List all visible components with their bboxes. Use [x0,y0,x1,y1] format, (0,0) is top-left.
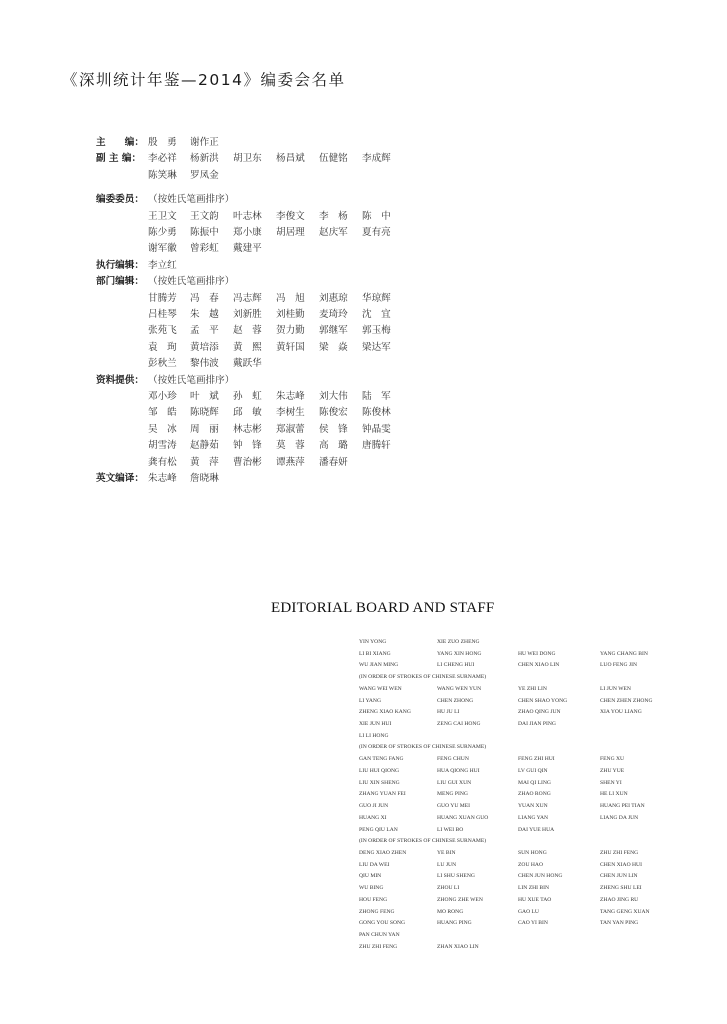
en-member-name: CHEN SHAO YONG [518,697,568,704]
cn-order-note: （按姓氏笔画排序） [148,276,235,288]
cn-member-name: 王文韵 [190,210,219,222]
cn-member-name: 杨昌斌 [276,153,305,165]
en-member-name: YE ZHI LIN [518,685,547,692]
en-member-name: LI WEI BO [437,826,464,833]
en-member-name: LIANG DA JUN [600,814,639,821]
en-member-name: ZOU HAO [518,861,544,868]
en-member-name: HU WEI DONG [518,650,556,657]
en-member-name: ZHU YUE [600,767,625,774]
en-member-name: HE LI XUN [600,791,628,798]
en-member-name: YIN YONG [359,639,387,645]
en-member-name: ZENG CAI HONG [437,721,481,728]
cn-member-name: 吕桂琴 [148,309,177,320]
en-member-name: ZHAO JING RU [600,896,639,903]
cn-member-name: 李树生 [276,407,305,419]
cn-role-label: 资料提供： [96,374,144,386]
en-order-note: (IN ORDER OF STROKES OF CHINESE SURNAME) [359,744,487,751]
cn-member-name: 刘大伟 [319,391,348,402]
en-member-name: LIU DA WEI [359,861,390,868]
cn-member-name: 胡卫东 [233,153,262,165]
cn-member-name: 夏有亮 [362,227,391,238]
cn-member-name: 吴 冰 [148,423,177,435]
en-order-note: (IN ORDER OF STROKES OF CHINESE SURNAME) [359,674,487,681]
en-member-name: HU JU LI [437,709,460,716]
en-member-name: MO RONG [437,908,464,915]
en-member-name: GUO YU MEI [437,803,471,810]
en-member-name: XIE ZUO ZHENG [437,639,480,645]
cn-member-name: 戴跃华 [233,358,262,370]
en-member-name: YUAN XUN [518,803,548,810]
cn-member-name: 朱志峰 [148,473,177,484]
en-member-name: ZHAO RONG [518,791,551,798]
cn-member-name: 曹治彬 [233,456,262,468]
en-member-name: ZHAO QING JUN [518,709,561,716]
cn-member-name: 郑小康 [233,227,262,238]
cn-member-name: 邓小珍 [148,391,177,402]
en-member-name: ZHAN XIAO LIN [437,943,479,950]
cn-member-name: 梁 焱 [319,341,348,353]
en-member-name: ZHOU LI [437,885,460,892]
en-member-name: MAI QI LING [518,779,551,786]
en-member-name: WANG WEI WEN [359,685,402,692]
cn-member-name: 沈 宜 [362,309,391,320]
cn-member-name: 朱 越 [190,309,219,320]
en-member-name: CHEN ZHEN ZHONG [600,697,653,704]
cn-member-name: 孙 虹 [233,391,262,402]
cn-member-name: 黄 萍 [190,456,219,468]
en-member-name: YE BIN [437,849,456,856]
cn-member-name: 王卫文 [148,210,177,222]
cn-member-name: 陈俊宏 [319,407,348,419]
en-member-name: FENG XU [600,756,625,763]
en-member-name: HUA QIONG HUI [437,767,480,774]
cn-member-name: 赵庆军 [319,227,348,238]
en-member-name: ZHU ZHI FENG [359,943,398,950]
en-member-name: HUANG PING [437,920,472,927]
en-member-name: ZHONG ZHE WEN [437,896,483,903]
cn-member-name: 黄培添 [190,341,219,353]
cn-member-name: 黎伟波 [190,358,219,370]
cn-role-label: 主 编： [96,137,144,148]
en-member-name: QIU MIN [359,873,382,880]
en-member-name: HUANG XUAN GUO [437,814,489,821]
en-member-name: LIU HUI QIONG [359,767,400,774]
en-member-name: LI YANG [359,697,382,704]
en-member-name: YANG XIN HONG [437,650,482,657]
en-member-name: LV GUI QIN [518,767,548,774]
cn-member-name: 林志彬 [233,423,262,435]
en-member-name: LIN ZHI BIN [518,885,550,892]
en-member-name: MENG PING [437,791,468,798]
en-member-name: FENG ZHI HUI [518,756,555,763]
cn-member-name: 郭玉梅 [362,325,391,337]
cn-member-name: 李俊文 [276,210,305,222]
cn-role-label: 编委委员： [96,194,144,206]
en-member-name: CHEN XIAO LIN [518,662,560,669]
en-member-name: WANG WEN YUN [437,685,482,692]
cn-member-name: 赵静茹 [190,440,219,452]
cn-member-name: 陈振中 [190,227,219,238]
en-member-name: GAO LU [518,908,539,915]
en-member-name: GAN TENG FANG [359,756,404,763]
cn-member-name: 潘春妍 [319,456,348,468]
en-member-name: ZHENG XIAO KANG [359,709,411,716]
cn-member-name: 贺力勤 [276,325,305,337]
cn-member-name: 陈少勇 [148,227,177,238]
cn-member-name: 袁 珣 [148,341,177,353]
cn-member-name: 陈晓辉 [190,407,219,419]
cn-member-name: 钟 锋 [233,440,262,452]
cn-member-name: 朱志峰 [276,391,305,402]
cn-member-name: 张苑飞 [148,325,177,337]
cn-order-note: （按姓氏笔画排序） [148,194,235,206]
en-member-name: DAI JIAN PING [518,721,556,728]
en-member-name: SUN HONG [518,849,547,856]
cn-member-name: 李成辉 [362,153,391,165]
en-member-name: LIU GUI XUN [437,779,472,786]
cn-member-name: 谭燕萍 [276,456,305,468]
cn-member-name: 陈 中 [362,210,391,222]
cn-member-name: 叶志林 [233,210,262,222]
cn-member-name: 孟 平 [190,325,219,337]
en-member-name: LI CHENG HUI [437,662,475,669]
en-member-name: DENG XIAO ZHEN [359,849,407,856]
cn-member-name: 李 杨 [319,210,348,222]
en-member-name: YANG CHANG BIN [600,650,648,657]
en-member-name: SHEN YI [600,779,622,786]
cn-member-name: 唐腾轩 [362,440,391,452]
cn-member-name: 冯 春 [190,292,219,304]
cn-member-name: 陆 军 [362,391,391,402]
cn-member-name: 伍健铭 [319,153,348,165]
cn-member-name: 梁达军 [362,341,391,353]
cn-member-name: 叶 斌 [190,391,219,402]
cn-role-label: 部门编辑： [96,276,144,288]
en-member-name: WU BING [359,885,384,892]
cn-role-label: 执行编辑： [96,259,144,271]
en-member-name: HU XUE TAO [518,896,552,903]
en-member-name: LI JUN WEN [600,685,631,692]
cn-member-name: 黄 熙 [233,341,262,353]
cn-member-name: 彭秋兰 [148,358,177,370]
en-order-note: (IN ORDER OF STROKES OF CHINESE SURNAME) [359,838,487,845]
en-member-name: LIANG YAN [518,814,549,821]
page-title: 《深圳统计年鉴—2014》编委会名单 [62,71,346,89]
en-member-name: CAO YI BIN [518,920,548,927]
cn-member-name: 李立红 [148,259,177,271]
en-member-name: XIA YOU LIANG [600,709,642,716]
cn-member-name: 赵 蓉 [233,325,262,337]
en-member-name: LI SHU SHENG [437,873,475,880]
en-member-name: CHEN JUN LIN [600,873,638,880]
en-member-name: LU JUN [437,861,457,868]
en-member-name: LI BI XIANG [359,650,391,657]
cn-member-name: 侯 锋 [319,423,348,435]
en-member-name: WU JIAN MING [359,662,399,669]
cn-member-name: 陈俊林 [362,407,391,419]
cn-role-label: 英文编译： [96,473,144,484]
en-member-name: DAI YUE HUA [518,826,555,833]
en-member-name: XIE JUN HUI [359,721,392,728]
cn-member-name: 殷 勇 [148,137,177,148]
cn-member-name: 龚有松 [148,456,177,468]
cn-member-name: 郑淑蕾 [276,423,305,435]
cn-member-name: 曾彩虹 [190,243,219,255]
en-member-name: CHEN JUN HONG [518,873,563,880]
en-member-name: HOU FENG [359,896,388,903]
cn-member-name: 甘腾芳 [148,292,177,304]
en-member-name: ZHENG SHU LEI [600,885,642,892]
cn-member-name: 陈笑琳 [148,169,177,181]
cn-member-name: 邱 敏 [233,407,262,419]
cn-member-name: 华琼辉 [362,292,391,304]
cn-member-name: 刘惠琼 [319,292,348,304]
cn-member-name: 郭继军 [319,325,348,337]
cn-member-name: 刘桂勤 [276,309,305,320]
cn-member-name: 高 璐 [319,440,348,452]
cn-member-name: 莫 蓉 [276,440,305,452]
cn-member-name: 胡雪涛 [148,440,177,452]
cn-member-name: 冯志辉 [233,292,262,304]
cn-member-name: 罗凤金 [190,169,219,181]
en-member-name: TAN YAN PING [600,920,639,927]
en-member-name: TANG GENG XUAN [600,908,650,915]
en-member-name: CHEN XIAO HUI [600,861,642,868]
en-member-name: CHEN ZHONG [437,697,474,704]
cn-member-name: 周 丽 [190,423,219,435]
en-member-name: ZHANG YUAN FEI [359,791,406,798]
cn-member-name: 杨新洪 [190,153,219,165]
en-member-name: ZHONG FENG [359,908,395,915]
en-member-name: ZHU ZHI FENG [600,849,639,856]
cn-member-name: 谢军徽 [148,243,177,255]
cn-member-name: 谢作正 [190,137,219,148]
cn-member-name: 詹晓琳 [190,473,219,484]
cn-member-name: 戴建平 [233,243,262,255]
cn-role-label: 副 主 编： [96,153,142,165]
cn-member-name: 钟晶雯 [362,423,391,435]
cn-member-name: 黄轩国 [276,341,305,353]
english-section-title: EDITORIAL BOARD AND STAFF [271,600,495,616]
cn-order-note: （按姓氏笔画排序） [148,374,235,386]
cn-member-name: 麦琦玲 [319,309,348,320]
cn-member-name: 刘新胜 [233,309,262,320]
cn-member-name: 胡居理 [276,227,305,238]
en-member-name: FENG CHUN [437,756,469,763]
cn-member-name: 李必祥 [148,153,177,165]
en-member-name: PAN CHUN YAN [359,932,400,938]
en-member-name: GUO JI JUN [359,803,389,810]
cn-member-name: 邹 皓 [148,407,177,419]
en-member-name: HUANG XI [359,814,387,821]
en-member-name: LUO FENG JIN [600,662,637,669]
en-member-name: HUANG PEI TIAN [600,803,645,810]
cn-member-name: 冯 旭 [276,292,305,304]
en-member-name: PENG QIU LAN [359,826,398,833]
en-member-name: GONG YOU SONG [359,920,406,927]
en-member-name: LI LI HONG [359,732,389,739]
en-member-name: LIU XIN SHENG [359,779,400,786]
